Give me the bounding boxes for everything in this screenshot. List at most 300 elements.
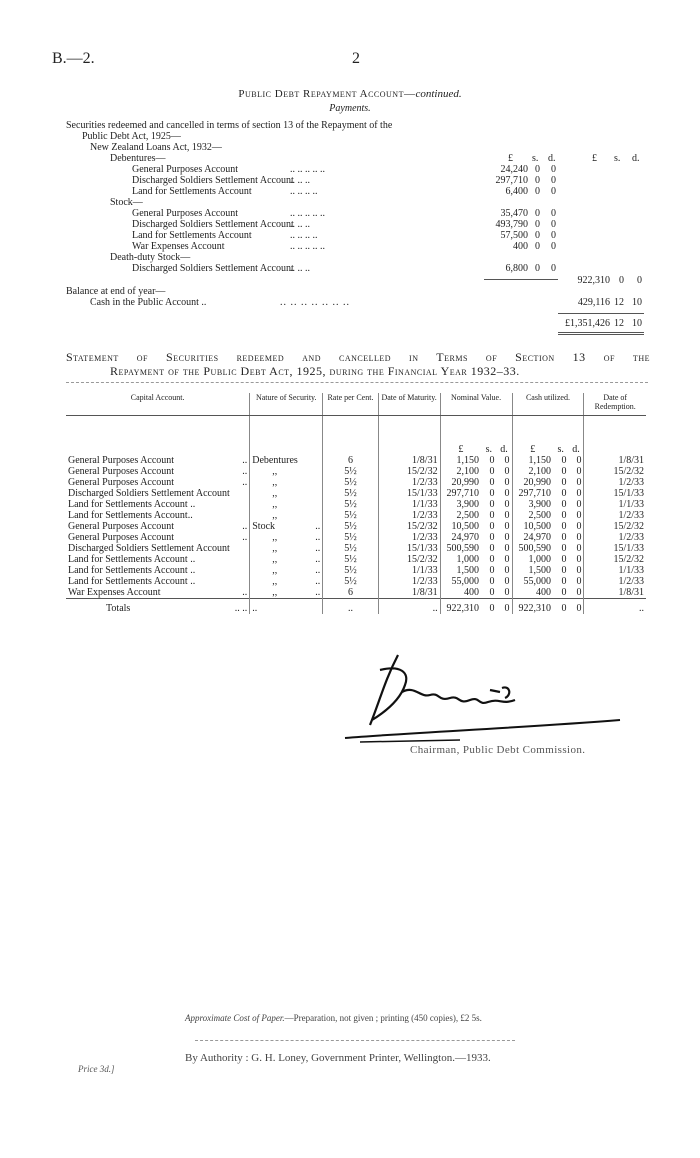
- nominal-pence-cell: 0: [504, 510, 510, 521]
- account-name: General Purposes Account: [68, 532, 175, 543]
- table-header-row: [66, 393, 646, 416]
- payment-item-pounds: 57,500: [500, 230, 528, 241]
- subtotal-pounds: 922,310: [577, 275, 610, 286]
- payment-item-pounds: 400: [513, 241, 528, 252]
- unit-cell: [250, 416, 323, 456]
- account-name: General Purposes Account: [68, 455, 175, 466]
- nature-text: ,,: [272, 587, 278, 598]
- nominal-pounds-cell: 400: [440, 587, 481, 599]
- cash-pounds-cell: 297,710: [512, 488, 553, 499]
- cash-pounds-cell: 55,000: [512, 576, 553, 587]
- account-name: Totals: [106, 603, 131, 614]
- redemption-cell: 15/1/33: [584, 543, 646, 554]
- unit-cell: [323, 416, 378, 456]
- nature-text: ,,: [272, 554, 278, 565]
- subtotal-pence: 0: [637, 275, 642, 286]
- nominal-pounds-cell: 10,500: [440, 521, 481, 532]
- cash-pence-cell: 0: [576, 554, 582, 565]
- stock-label: Stock—: [110, 197, 143, 208]
- capital-account-cell: [66, 510, 250, 521]
- nature-dots: ..: [315, 587, 321, 598]
- capital-account-cell: [66, 543, 250, 554]
- page-number: 2: [352, 50, 360, 67]
- unit-cell: [378, 416, 440, 456]
- nominal-pounds-cell: 2,500: [440, 510, 481, 521]
- cash-pounds-cell: 20,990: [512, 477, 553, 488]
- redemption-cell: 1/2/33: [584, 510, 646, 521]
- totals-row: [66, 599, 646, 615]
- account-name: Land for Settlements Account ..: [68, 554, 196, 565]
- cash-shillings-cell: 0: [561, 466, 567, 477]
- rate-cell: 6: [323, 455, 378, 466]
- payment-item-label: General Purposes Account: [132, 164, 239, 175]
- payment-item-dots: .. .. ..: [290, 263, 310, 274]
- intro-line-1: Securities redeemed and cancelled in terms of section 13 of the Repayment of the: [66, 120, 393, 131]
- col-shillings-header: s.: [532, 153, 539, 164]
- payments-subtitle: Payments.: [329, 103, 371, 114]
- payment-item-shillings: 0: [535, 230, 540, 241]
- col-date-of-redemption: Date of Redemption.: [584, 393, 646, 416]
- payment-item-pence: 0: [551, 241, 556, 252]
- payment-item-pence: 0: [551, 175, 556, 186]
- nature-text: ,,: [272, 499, 278, 510]
- nominal-pounds-cell: 1,000: [440, 554, 481, 565]
- payment-item-label: Land for Settlements Account: [132, 230, 252, 241]
- cash-shillings-cell: 0: [553, 599, 568, 615]
- nominal-shillings-cell: 0: [489, 521, 495, 532]
- payment-item-dots: .. .. .. ..: [290, 186, 318, 197]
- payment-item-shillings: 0: [535, 263, 540, 274]
- account-dots: ..: [242, 521, 248, 532]
- account-name: General Purposes Account: [68, 521, 175, 532]
- cash-shillings-cell: 0: [561, 532, 567, 543]
- account-name: War Expenses Account: [68, 587, 161, 598]
- cash-pence-cell: 0: [576, 499, 582, 510]
- col2-pounds-header: £: [592, 153, 597, 164]
- col-rate: Rate per Cent.: [323, 393, 378, 416]
- redemption-cell: 15/1/33: [584, 488, 646, 499]
- cash-pence-cell: 0: [576, 521, 582, 532]
- col-cash-utilized: Cash utilized.: [512, 393, 584, 416]
- balance-label: Balance at end of year—: [66, 286, 166, 297]
- table-row: [66, 587, 646, 599]
- signer-title: Chairman, Public Debt Commission.: [410, 744, 586, 756]
- redemption-cell: 1/2/33: [584, 477, 646, 488]
- intro-line-3: New Zealand Loans Act, 1932—: [90, 142, 222, 153]
- maturity-cell: 1/2/33: [378, 510, 440, 521]
- nominal-shillings-cell: 0: [489, 576, 495, 587]
- payment-item-shillings: 0: [535, 219, 540, 230]
- redemption-cell: 1/2/33: [584, 576, 646, 587]
- nature-text: ,,: [272, 543, 278, 554]
- table-row: [66, 499, 646, 510]
- payment-item-pounds: 6,800: [505, 263, 528, 274]
- cost-note: Approximate Cost of Paper.—Preparation, not given ; printing (450 copies), £2 5s.: [185, 1013, 482, 1023]
- nominal-pence-cell: 0: [504, 477, 510, 488]
- nature-cell: [250, 587, 323, 599]
- payment-item-pence: 0: [551, 263, 556, 274]
- unit-cell: £: [512, 416, 553, 456]
- payments-title: Public Debt Repayment Account—continued.: [238, 88, 462, 100]
- payment-item-shillings: 0: [535, 241, 540, 252]
- payment-item-pence: 0: [551, 230, 556, 241]
- nature-dots: ..: [315, 554, 321, 565]
- nominal-pounds-cell: 24,970: [440, 532, 481, 543]
- total-rule-bottom: [558, 332, 644, 333]
- cash-shillings-cell: 0: [561, 488, 567, 499]
- nominal-shillings-cell: 0: [489, 455, 495, 466]
- statement-top-rule: [66, 382, 648, 383]
- nature-cell: [250, 543, 323, 554]
- nature-text: ,,: [272, 477, 278, 488]
- nominal-shillings-cell: 0: [481, 599, 496, 615]
- account-dots: ..: [242, 466, 248, 477]
- nominal-pence-cell: 0: [504, 455, 510, 466]
- nominal-shillings-cell: 0: [489, 488, 495, 499]
- capital-account-cell: [66, 532, 250, 543]
- cash-pounds-cell: 400: [512, 587, 553, 599]
- payment-item-shillings: 0: [535, 186, 540, 197]
- col2-shillings-header: s.: [614, 153, 621, 164]
- nominal-pence-cell: 0: [504, 576, 510, 587]
- cash-pounds: 429,116: [577, 297, 610, 308]
- nature-dots: ..: [315, 521, 321, 532]
- cash-shillings: 12: [614, 297, 624, 308]
- col-capital-account: Capital Account.: [66, 393, 250, 416]
- payment-item-shillings: 0: [535, 208, 540, 219]
- cash-pounds-cell: 1,000: [512, 554, 553, 565]
- rate-cell: 5½: [323, 521, 378, 532]
- subtotal-rule: [484, 279, 558, 280]
- cash-shillings-cell: 0: [561, 499, 567, 510]
- cash-pounds-cell: 2,500: [512, 510, 553, 521]
- capital-account-cell: [66, 554, 250, 565]
- maturity-cell: 15/2/32: [378, 521, 440, 532]
- nominal-pence-cell: 0: [504, 466, 510, 477]
- payment-item-pounds: 24,240: [500, 164, 528, 175]
- nominal-shillings-cell: 0: [489, 510, 495, 521]
- cash-pounds-cell: 1,150: [512, 455, 553, 466]
- redemption-cell: 1/8/31: [584, 455, 646, 466]
- payment-item-pence: 0: [551, 164, 556, 175]
- nominal-pounds-cell: 20,990: [440, 477, 481, 488]
- nature-text: ,,: [272, 532, 278, 543]
- nature-cell: [250, 455, 323, 466]
- unit-cell: d.: [500, 444, 508, 455]
- payment-item-label: General Purposes Account: [132, 208, 239, 219]
- table-row: [66, 532, 646, 543]
- nature-cell: ..: [250, 599, 323, 615]
- payment-item-label: Land for Settlements Account: [132, 186, 252, 197]
- grand-total-pence: 10: [632, 318, 642, 329]
- nominal-pence-cell: 0: [504, 554, 510, 565]
- nature-cell: [250, 466, 323, 477]
- payment-item-pounds: 297,710: [495, 175, 528, 186]
- nominal-pence-cell: 0: [504, 543, 510, 554]
- cash-pence-cell: 0: [576, 477, 582, 488]
- units-row: [66, 416, 646, 456]
- redemption-cell: 15/2/32: [584, 521, 646, 532]
- nature-dots: ..: [315, 576, 321, 587]
- table-row: [66, 565, 646, 576]
- table-row: [66, 543, 646, 554]
- nominal-pounds-cell: 3,900: [440, 499, 481, 510]
- nominal-pounds-cell: 2,100: [440, 466, 481, 477]
- cash-pence-cell: 0: [568, 599, 583, 615]
- report-reference: B.—2.: [52, 50, 95, 67]
- maturity-cell: 15/2/32: [378, 554, 440, 565]
- rate-cell: 5½: [323, 543, 378, 554]
- nominal-pence-cell: 0: [504, 565, 510, 576]
- grand-total-pounds: £1,351,426: [565, 318, 610, 329]
- col-pounds-header: £: [508, 153, 513, 164]
- redemption-cell: 1/1/33: [584, 565, 646, 576]
- nature-cell: [250, 510, 323, 521]
- nature-text: ,,: [272, 510, 278, 521]
- nature-cell: [250, 477, 323, 488]
- cash-pence-cell: 0: [576, 488, 582, 499]
- payment-item-dots: .. .. .. .. ..: [290, 208, 325, 219]
- payment-item-dots: .. .. .. .. ..: [290, 164, 325, 175]
- nature-dots: ..: [315, 543, 321, 554]
- intro-line-2: Public Debt Act, 1925—: [82, 131, 181, 142]
- nominal-pounds-cell: 1,500: [440, 565, 481, 576]
- col-nature-of-security: Nature of Security.: [250, 393, 323, 416]
- cash-shillings-cell: 0: [561, 455, 567, 466]
- nominal-shillings-cell: 0: [489, 587, 495, 598]
- maturity-cell: 1/1/33: [378, 565, 440, 576]
- cash-pounds-cell: 10,500: [512, 521, 553, 532]
- capital-account-cell: [66, 599, 250, 615]
- cash-pounds-cell: 3,900: [512, 499, 553, 510]
- redemption-cell: ..: [584, 599, 646, 615]
- nature-cell: [250, 565, 323, 576]
- capital-account-cell: [66, 477, 250, 488]
- maturity-cell: 1/8/31: [378, 455, 440, 466]
- cash-pence-cell: 0: [576, 510, 582, 521]
- redemption-cell: 1/2/33: [584, 532, 646, 543]
- payment-item-label: War Expenses Account: [132, 241, 225, 252]
- rate-cell: 5½: [323, 554, 378, 565]
- nominal-pence-cell: 0: [504, 532, 510, 543]
- cash-pounds-cell: 24,970: [512, 532, 553, 543]
- col2-pence-header: d.: [632, 153, 640, 164]
- account-name: General Purposes Account: [68, 466, 175, 477]
- rate-cell: 5½: [323, 488, 378, 499]
- maturity-cell: ..: [378, 599, 440, 615]
- nature-text: ,,: [272, 576, 278, 587]
- total-rule-top: [558, 313, 644, 314]
- cash-pence-cell: 0: [576, 587, 582, 598]
- nature-text: Stock: [252, 521, 276, 532]
- cash-shillings-cell: 0: [561, 554, 567, 565]
- table-row: [66, 477, 646, 488]
- redemption-cell: 15/2/32: [584, 554, 646, 565]
- cash-pence-cell: 0: [576, 455, 582, 466]
- cash-shillings-cell: 0: [561, 543, 567, 554]
- account-dots: ..: [242, 455, 248, 466]
- col-pence-header: d.: [548, 153, 556, 164]
- debentures-label: Debentures—: [110, 153, 166, 164]
- rate-cell: 6: [323, 587, 378, 599]
- nature-dots: ..: [315, 565, 321, 576]
- cash-shillings-cell: 0: [561, 521, 567, 532]
- nominal-pounds-cell: 55,000: [440, 576, 481, 587]
- nominal-pence-cell: 0: [504, 488, 510, 499]
- table-row: [66, 455, 646, 466]
- nominal-pence-cell: 0: [504, 499, 510, 510]
- table-row: [66, 576, 646, 587]
- capital-account-cell: [66, 587, 250, 599]
- capital-account-cell: [66, 455, 250, 466]
- nominal-shillings-cell: 0: [489, 477, 495, 488]
- rate-cell: 5½: [323, 466, 378, 477]
- cash-pence: 10: [632, 297, 642, 308]
- payment-item-pence: 0: [551, 186, 556, 197]
- nominal-shillings-cell: 0: [489, 532, 495, 543]
- account-name: Land for Settlements Account ..: [68, 565, 196, 576]
- cash-pence-cell: 0: [576, 565, 582, 576]
- maturity-cell: 1/1/33: [378, 499, 440, 510]
- payment-item-dots: .. .. .. ..: [290, 230, 318, 241]
- payment-item-label: Discharged Soldiers Settlement Account: [132, 219, 294, 230]
- maturity-cell: 1/8/31: [378, 587, 440, 599]
- account-dots: ..: [242, 587, 248, 598]
- account-name: Land for Settlements Account ..: [68, 576, 196, 587]
- payment-item-dots: .. .. ..: [290, 175, 310, 186]
- payment-item-pounds: 493,790: [495, 219, 528, 230]
- rate-cell: ..: [323, 599, 378, 615]
- nature-text: ,,: [272, 565, 278, 576]
- nominal-shillings-cell: 0: [489, 466, 495, 477]
- securities-table: [66, 393, 646, 614]
- nature-text: ,,: [272, 488, 278, 499]
- nature-text: Debentures: [252, 455, 298, 466]
- cash-pence-cell: 0: [576, 543, 582, 554]
- cash-pounds-cell: 1,500: [512, 565, 553, 576]
- grand-total-shillings: 12: [614, 318, 624, 329]
- maturity-cell: 15/2/32: [378, 466, 440, 477]
- account-dots: ..: [242, 532, 248, 543]
- account-name: Land for Settlements Account..: [68, 510, 193, 521]
- death-duty-label: Death-duty Stock—: [110, 252, 191, 263]
- rate-cell: 5½: [323, 510, 378, 521]
- rate-cell: 5½: [323, 565, 378, 576]
- capital-account-cell: [66, 488, 250, 499]
- unit-cell: £: [440, 416, 481, 456]
- nature-cell: [250, 521, 323, 532]
- maturity-cell: 1/2/33: [378, 576, 440, 587]
- statement-title-line-1: Statement of Securities redeemed and cancelled in Terms of Section 13 of the: [66, 350, 650, 364]
- cash-shillings-cell: 0: [561, 510, 567, 521]
- unit-cell: s.: [485, 444, 492, 455]
- payment-item-pounds: 35,470: [500, 208, 528, 219]
- account-name: Discharged Soldiers Settlement Account: [68, 488, 230, 499]
- capital-account-cell: [66, 576, 250, 587]
- redemption-cell: 15/2/32: [584, 466, 646, 477]
- unit-cell: d.: [572, 444, 580, 455]
- payment-item-pence: 0: [551, 219, 556, 230]
- nominal-pounds-cell: 500,590: [440, 543, 481, 554]
- maturity-cell: 15/1/33: [378, 543, 440, 554]
- rate-cell: 5½: [323, 532, 378, 543]
- unit-cell: s.: [557, 444, 564, 455]
- cash-pounds-cell: 500,590: [512, 543, 553, 554]
- nominal-pence-cell: 0: [497, 599, 512, 615]
- payment-item-label: Discharged Soldiers Settlement Account: [132, 175, 294, 186]
- table-row: [66, 554, 646, 565]
- nominal-pounds-cell: 922,310: [440, 599, 481, 615]
- nominal-shillings-cell: 0: [489, 499, 495, 510]
- statement-title-line-2: Repayment of the Public Debt Act, 1925, during the Financial Year 1932–33.: [110, 364, 520, 378]
- nominal-shillings-cell: 0: [489, 554, 495, 565]
- cash-label: Cash in the Public Account ..: [90, 297, 207, 308]
- nature-cell: [250, 488, 323, 499]
- cash-pence-cell: 0: [576, 466, 582, 477]
- nominal-pence-cell: 0: [504, 521, 510, 532]
- nature-dots: ..: [315, 532, 321, 543]
- authority-line: By Authority : G. H. Loney, Government Printer, Wellington.—1933.: [185, 1052, 491, 1064]
- maturity-cell: 15/1/33: [378, 488, 440, 499]
- nature-text: ,,: [272, 466, 278, 477]
- cash-dots: .. .. .. .. .. .. ..: [280, 297, 350, 308]
- col-date-of-maturity: Date of Maturity.: [378, 393, 440, 416]
- maturity-cell: 1/2/33: [378, 532, 440, 543]
- price-note: Price 3d.]: [78, 1064, 115, 1074]
- payment-item-pence: 0: [551, 208, 556, 219]
- subtotal-shillings: 0: [619, 275, 624, 286]
- maturity-cell: 1/2/33: [378, 477, 440, 488]
- nominal-pence-cell: 0: [504, 587, 510, 598]
- cash-pence-cell: 0: [576, 532, 582, 543]
- unit-cell: [66, 416, 250, 456]
- account-dots: ..: [242, 477, 248, 488]
- payment-item-dots: .. .. .. .. ..: [290, 241, 325, 252]
- capital-account-cell: [66, 466, 250, 477]
- payment-item-shillings: 0: [535, 164, 540, 175]
- footer-rule: [195, 1040, 515, 1041]
- rate-cell: 5½: [323, 499, 378, 510]
- payment-item-shillings: 0: [535, 175, 540, 186]
- rate-cell: 5½: [323, 477, 378, 488]
- nature-cell: [250, 532, 323, 543]
- capital-account-cell: [66, 521, 250, 532]
- payment-item-label: Discharged Soldiers Settlement Account: [132, 263, 294, 274]
- cash-shillings-cell: 0: [561, 576, 567, 587]
- table-row: [66, 488, 646, 499]
- account-name: Land for Settlements Account ..: [68, 499, 196, 510]
- nominal-shillings-cell: 0: [489, 543, 495, 554]
- payment-item-dots: .. .. ..: [290, 219, 310, 230]
- cash-shillings-cell: 0: [561, 587, 567, 598]
- nominal-pounds-cell: 297,710: [440, 488, 481, 499]
- table-row: [66, 510, 646, 521]
- rate-cell: 5½: [323, 576, 378, 587]
- account-name: General Purposes Account: [68, 477, 175, 488]
- account-name: Discharged Soldiers Settlement Account: [68, 543, 230, 554]
- account-dots: .. ..: [234, 603, 248, 614]
- cash-pounds-cell: 2,100: [512, 466, 553, 477]
- table-row: [66, 521, 646, 532]
- nominal-shillings-cell: 0: [489, 565, 495, 576]
- redemption-cell: 1/8/31: [584, 587, 646, 599]
- cash-shillings-cell: 0: [561, 477, 567, 488]
- total-rule-bottom-2: [558, 334, 644, 335]
- payment-item-pounds: 6,400: [505, 186, 528, 197]
- table-row: [66, 466, 646, 477]
- capital-account-cell: [66, 499, 250, 510]
- cash-pence-cell: 0: [576, 576, 582, 587]
